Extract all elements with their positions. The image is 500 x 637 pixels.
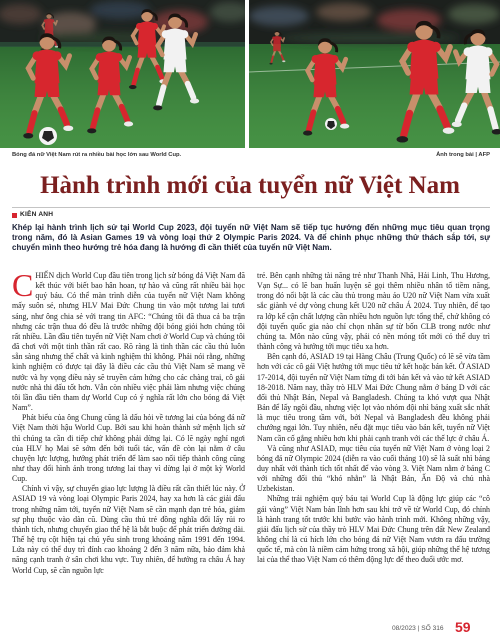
article-title: Hành trình mới của tuyển nữ Việt Nam xyxy=(40,172,460,199)
issue-info: 08/2023 | SỐ 316 xyxy=(392,625,444,632)
paragraph: Phát biểu của ông Chung cũng là dấu hỏi về tương lai của bóng đá nữ Việt Nam thời hậu World Cup. Bởi sau khi hoàn thành sứ mệnh lịch sử thì chúng ta cần đi tiếp chứ không phải dừng lại. Có lẽ ngày nghỉ ngơi của HLV họ Mai sẽ sớm đến bởi tuổi tác, vấn đề còn lại nằm ở câu chuyện lực lượng, hướng phát triển để làm sao nối tiếp thành công cũng như thay đổi hình ảnh trong tương lai thay vì dừng lại ở một kỳ World Cup. xyxy=(12,413,245,484)
paragraph: Và cũng như ASIAD, mục tiêu của tuyển nữ Việt Nam ở vòng loại 2 bóng đá nữ Olympic 2024 (diễn ra vào cuối tháng 10) sẽ là suất nhì bảng duy nhất với thành tích tốt nhất để vào vòng 3. Việt Nam nằm ở bảng C với những đối thủ “khó nhằn” là Nhật Bản, Ấn Độ và chủ nhà Uzbekistan. xyxy=(257,443,490,494)
match-photo-right xyxy=(249,0,500,148)
byline-marker-icon xyxy=(12,213,17,218)
paragraph: Chính vì vậy, sự chuyển giao lực lượng là điều rất cần thiết lúc này. Ở ASIAD 19 và vòng loại Olympic Paris 2024, hay xa hơn là các giải đấu trong những năm tới, tuyển nữ Việt Nam sẽ cần mạnh dạn trẻ hóa, giảm sự phụ thuộc vào dàn cũ. Dùng cầu thủ trẻ đồng nghĩa đổi lấy rủi ro thành tích, nhưng chuyển giao thế hệ là bắt buộc để phát triển đường dài. Thế hệ trụ cột hiện tại chủ yếu sinh trong khoảng năm 1991 đến 1994. Lứa này có thể duy trì đỉnh cao khoảng 2 đến 3 năm nữa, bảo đảm khả năng cạnh tranh ở sân chơi khu vực. Tuy nhiên, để hướng ra châu Á hay World Cup, sẽ cần nguồn lực xyxy=(12,484,245,575)
author-name: KIÊN ANH xyxy=(20,211,54,218)
match-photo-right-image xyxy=(249,0,500,148)
photo-caption: Bóng đá nữ Việt Nam rút ra nhiều bài học lớn sau World Cup. xyxy=(12,152,182,158)
page-number: 59 xyxy=(455,619,471,635)
match-photo-left xyxy=(0,0,245,148)
match-photo-left-image xyxy=(0,0,245,148)
paragraph xyxy=(12,267,245,413)
ad-board xyxy=(0,42,245,47)
paragraph-text: HIẾN dịch World Cup đầu tiên trong lịch sử bóng đá Việt Nam đã kết thúc với biết bao hân hoan, tự hào và cũng rất nhiều bài học quý báu. Có thể màn trình diễn của tuyển nữ Việt Nam không mấy suôn sẻ, nhưng HLV Mai Đức Chung tin vào một tương lai tươi sáng, như ông chia sẻ với trang tin AFC: “Chúng tôi đã thua cả ba trận nhưng các trận thua đó đều là trước những đội bóng giỏi hơn chúng tôi rất nhiều. Lần đầu tiên tuyển nữ Việt Nam chơi ở World Cup và chúng tôi đã chơi với một tinh thần rất cao. Rõ ràng là tinh thần các cầu thủ luôn sẵn sàng nhưng thể chất và kinh nghiệm thì không. Phải nói rằng, những kinh nghiệm có được tại đây là điều các cầu thủ Việt Nam sẽ mang về nước và hy vọng điều này sẽ truyền cảm hứng cho các chàng trai, cô gái nước nhà thi đấu tốt hơn. Vẫn còn nhiều việc phải làm nhưng việc chúng tôi lần đầu tiên tham dự World Cup có ý nghĩa rất lớn cho bóng đá Việt Nam”. xyxy=(12,271,245,413)
ball xyxy=(39,127,57,145)
byline xyxy=(12,207,490,219)
article-lead: Khép lại hành trình lịch sử tại World Cup 2023, đội tuyển nữ Việt Nam sẽ tiếp tục hướng đến những mục tiêu quan trọng trong năm, đó là Asian Games 19 và vòng loại thứ 2 Olympic Paris 2024. Và để chinh phục những thử thách sắp tới, sự chuyển mình theo hướng trẻ hóa đang là hướng đi cần thiết của tuyển nữ Việt Nam. xyxy=(12,223,490,252)
ball xyxy=(325,118,337,130)
column-right xyxy=(257,271,490,566)
drop-cap: C xyxy=(12,267,34,303)
column-left xyxy=(12,267,245,576)
paragraph: trẻ. Bên cạnh những tài năng trẻ như Thanh Nhã, Hải Linh, Thu Hương, Vạn Sự... có lẽ ban huấn luyện sẽ gọi thêm nhiều nhân tố tiềm năng, trong đó nổi bật là các cầu thủ trong màu áo U20 nữ Việt Nam vừa xuất sắc giành vé dự vòng chung kết U20 nữ châu Á 2024. Tuy nhiên, để tạo ra lớp kế cận chất lượng cần nhiều hơn nguồn lực tổng thể, chứ không có đội tuyển quốc gia nào chỉ chọn nhân sự từ bốn CLB trong nước như chúng ta. Môn nào cũng vậy, phải có nền móng tốt mới có thể duy trì thành công và hướng tới mục tiêu xa hơn. xyxy=(257,271,490,352)
paragraph: Bên cạnh đó, ASIAD 19 tại Hàng Châu (Trung Quốc) có lẽ sẽ vừa tầm hơn với các cô gái Việt hướng tới mục tiêu tứ kết hoặc bán kết. Ở ASIAD 17-2014, đội tuyển nữ Việt Nam từng đi tới bán kết và vào tứ kết ASIAD 18-2018. Năm nay, thầy trò HLV Mai Đức Chung nằm ở bảng D với các đối thủ Nhật Bản, Nepal và Bangladesh. Chúng ta khó vượt qua Nhật Bản để lấy ngôi đầu, nhưng việc lọt vào nhóm đội nhì bảng xuất sắc nhất là mục tiêu trong tầm với, bởi Nepal và Bangladesh đều không phải chướng ngại lớn. Tuy nhiên, nếu đặt mục tiêu vào bán kết, tuyển nữ Việt Nam cần cố gắng nhiều hơn khi phải cạnh tranh với các thế lực ở châu Á. xyxy=(257,352,490,443)
paragraph: Những trải nghiệm quý báu tại World Cup là động lực giúp các “cô gái vàng” Việt Nam bản lĩnh hơn sau khi trở về từ World Cup, đó chính là hành trang tốt trước khi bước vào hành trình mới. Không những vậy, giải đấu lịch sử của thầy trò HLV Mai Đức Chung trên đất New Zealand không chỉ là cú hích lớn cho bóng đá nữ Việt Nam vươn ra đấu trường quốc tế, mà còn là niềm cảm hứng trong xã hội, giúp những thế hệ tương lai của thể thao Việt Nam có thêm động lực để theo đuổi ước mơ. xyxy=(257,494,490,565)
photo-credit: Ảnh trong bài | AFP xyxy=(436,152,490,158)
